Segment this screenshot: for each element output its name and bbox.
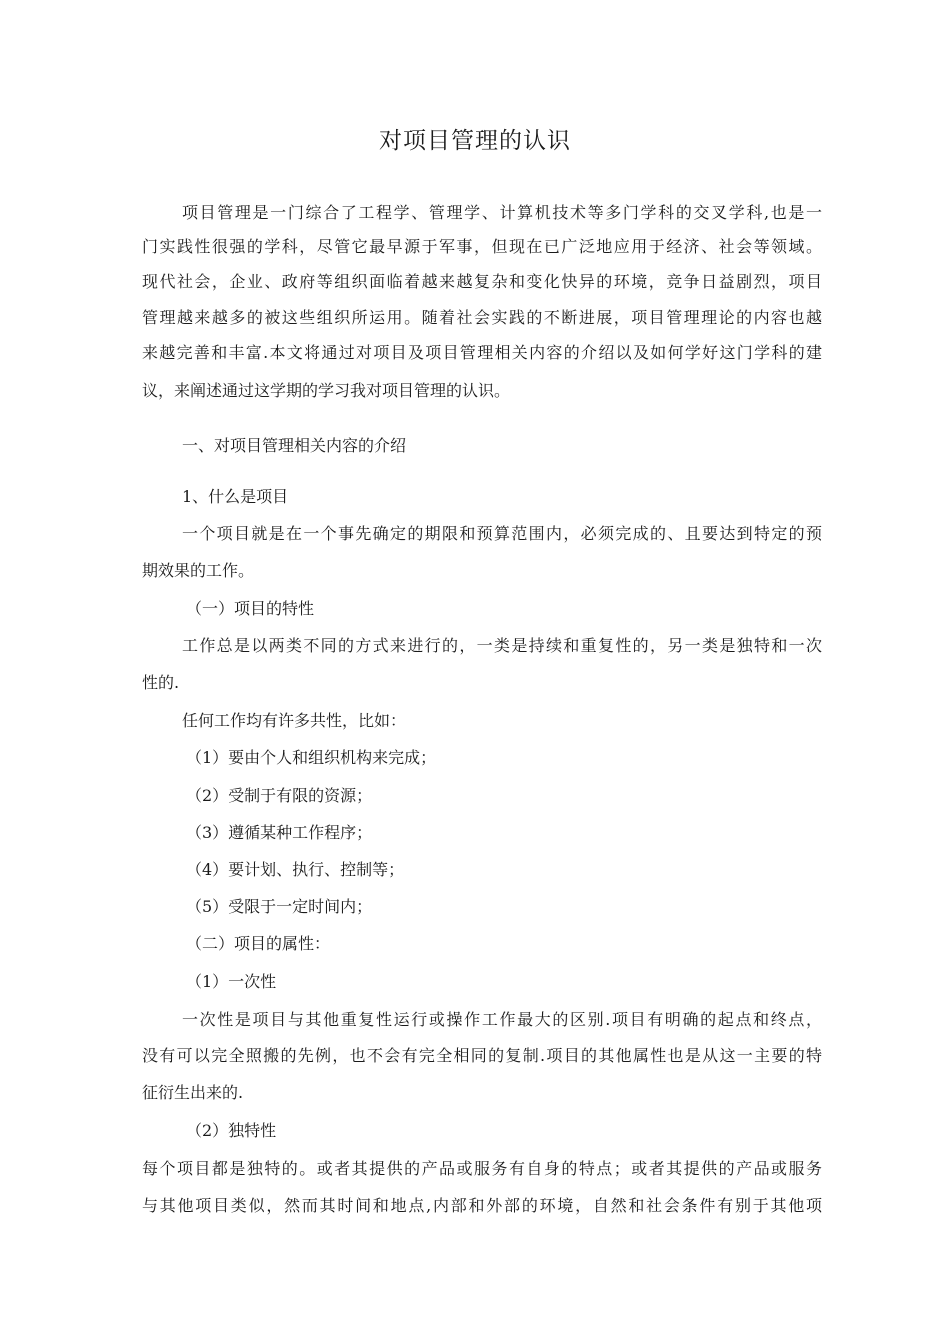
- work-types-line-1: 工作总是以两类不同的方式来进行的，一类是持续和重复性的，另一类是独特和一次: [182, 636, 822, 655]
- intro-line-2: 门实践性很强的学科，尽管它最早源于军事，但现在已广泛地应用于经济、社会等领域。: [142, 237, 822, 256]
- attribute-2-line-2: 与其他项目类似，然而其时间和地点,内部和外部的环境，自然和社会条件有别于其他项: [142, 1196, 822, 1215]
- intro-line-4: 管理越来越多的被这些组织所运用。随着社会实践的不断进展，项目管理理论的内容也越: [142, 308, 822, 327]
- work-types-line-2: 性的.: [142, 673, 180, 692]
- characteristics-heading: （一）项目的特性: [186, 599, 315, 618]
- intro-line-3: 现代社会，企业、政府等组织面临着越来越复杂和变化快异的环境，竞争日益剧烈，项目: [142, 272, 822, 291]
- intro-line-5: 来越完善和丰富.本文将通过对项目及项目管理相关内容的介绍以及如何学好这门学科的建: [142, 343, 822, 362]
- common-item-4: （4）要计划、执行、控制等；: [186, 860, 405, 879]
- common-intro: 任何工作均有许多共性，比如：: [182, 711, 407, 730]
- document-title: 对项目管理的认识: [379, 128, 571, 154]
- section-heading: 一、对项目管理相关内容的介绍: [182, 436, 407, 455]
- definition-line-1: 一个项目就是在一个事先确定的期限和预算范围内，必须完成的、且要达到特定的预: [182, 524, 822, 543]
- intro-line-1: 项目管理是一门综合了工程学、管理学、计算机技术等多门学科的交叉学科,也是一: [182, 203, 822, 222]
- common-item-2: （2）受制于有限的资源；: [186, 786, 373, 805]
- intro-line-6: 议，来阐述通过这学期的学习我对项目管理的认识。: [142, 381, 511, 400]
- common-item-5: （5）受限于一定时间内；: [186, 897, 373, 916]
- attribute-1-line-3: 征衍生出来的.: [142, 1083, 244, 1102]
- attribute-1-line-1: 一次性是项目与其他重复性运行或操作工作最大的区别.项目有明确的起点和终点，: [182, 1010, 822, 1029]
- attribute-1-line-2: 没有可以完全照搬的先例，也不会有完全相同的复制.项目的其他属性也是从这一主要的特: [142, 1046, 822, 1065]
- common-item-1: （1）要由个人和组织机构来完成；: [186, 748, 437, 767]
- subsection-heading: 1、什么是项目: [182, 487, 289, 506]
- attributes-heading: （二）项目的属性：: [186, 934, 331, 953]
- attribute-2-heading: （2）独特性: [186, 1121, 277, 1140]
- definition-line-2: 期效果的工作。: [142, 561, 255, 580]
- common-item-3: （3）遵循某种工作程序；: [186, 823, 373, 842]
- attribute-1-heading: （1）一次性: [186, 972, 277, 991]
- attribute-2-line-1: 每个项目都是独特的。或者其提供的产品或服务有自身的特点；或者其提供的产品或服务: [142, 1159, 822, 1178]
